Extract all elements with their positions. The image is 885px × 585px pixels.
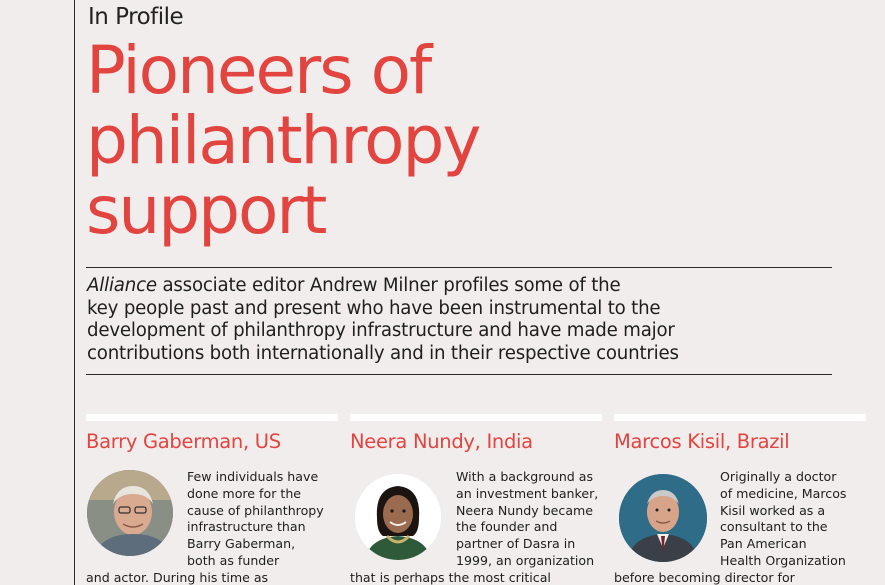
body-line: Few individuals have [187, 469, 319, 484]
title-line: Pioneers of [86, 32, 431, 109]
standfirst [87, 275, 832, 365]
standfirst-text: associate editor Andrew Milner profiles some of the [156, 275, 621, 296]
profile-barry-gaberman [86, 414, 338, 585]
section-label: In Profile [88, 4, 184, 30]
body-line: both as funder [187, 552, 280, 568]
body-line: Pan American [720, 536, 807, 552]
body-line: done more for the [187, 485, 302, 501]
profile-name: Neera Nundy, India [350, 430, 533, 453]
article-title [86, 32, 806, 249]
body-line: With a background as [456, 469, 594, 484]
profile-body [456, 469, 602, 570]
profile-marcos-kisil [614, 414, 866, 585]
body-line: cause of philanthropy [187, 502, 324, 518]
standfirst-text: development of philanthropy infrastructure and have made major [87, 320, 675, 342]
profile-top-bar [86, 414, 338, 421]
standfirst-top-rule [86, 267, 832, 268]
publication-name: Alliance [87, 275, 157, 296]
portrait-photo [619, 474, 707, 562]
body-line: infrastructure than [187, 519, 306, 535]
portrait-image [355, 474, 441, 560]
body-continuation: before becoming director for [614, 570, 795, 585]
body-line: Neera Nundy became [456, 502, 594, 518]
profile-body [187, 469, 338, 570]
body-continuation: that is perhaps the most critical [350, 570, 551, 585]
profile-name: Marcos Kisil, Brazil [614, 430, 790, 453]
body-line: an investment banker, [456, 485, 599, 501]
standfirst-bottom-rule [86, 374, 832, 375]
standfirst-text: contributions both internationally and in their respective countries [87, 342, 679, 364]
portrait-photo [355, 474, 441, 560]
body-line: of medicine, Marcos [720, 485, 847, 501]
profile-neera-nundy [350, 414, 602, 585]
body-line: Health Organization [720, 552, 846, 568]
body-line: the founder and [456, 519, 558, 535]
body-line: 1999, an organization [456, 552, 595, 568]
body-continuation: and actor. During his time as [86, 570, 269, 585]
profile-top-bar [614, 414, 866, 421]
margin-rule [74, 0, 75, 585]
portrait-photo [87, 470, 173, 556]
portrait-image [87, 470, 173, 556]
body-line: Barry Gaberman, [187, 536, 296, 552]
profile-name: Barry Gaberman, US [86, 430, 281, 453]
profile-top-bar [350, 414, 602, 421]
profile-body [720, 469, 866, 570]
title-line: support [86, 172, 326, 249]
body-line: partner of Dasra in [456, 536, 576, 552]
standfirst-text: key people past and present who have been instrumental to the [87, 297, 661, 319]
body-line: Originally a doctor [720, 469, 837, 484]
body-line: Kisil worked as a [720, 502, 826, 518]
portrait-image [619, 474, 707, 562]
body-line: consultant to the [720, 519, 828, 535]
title-line: philanthropy [86, 102, 480, 179]
